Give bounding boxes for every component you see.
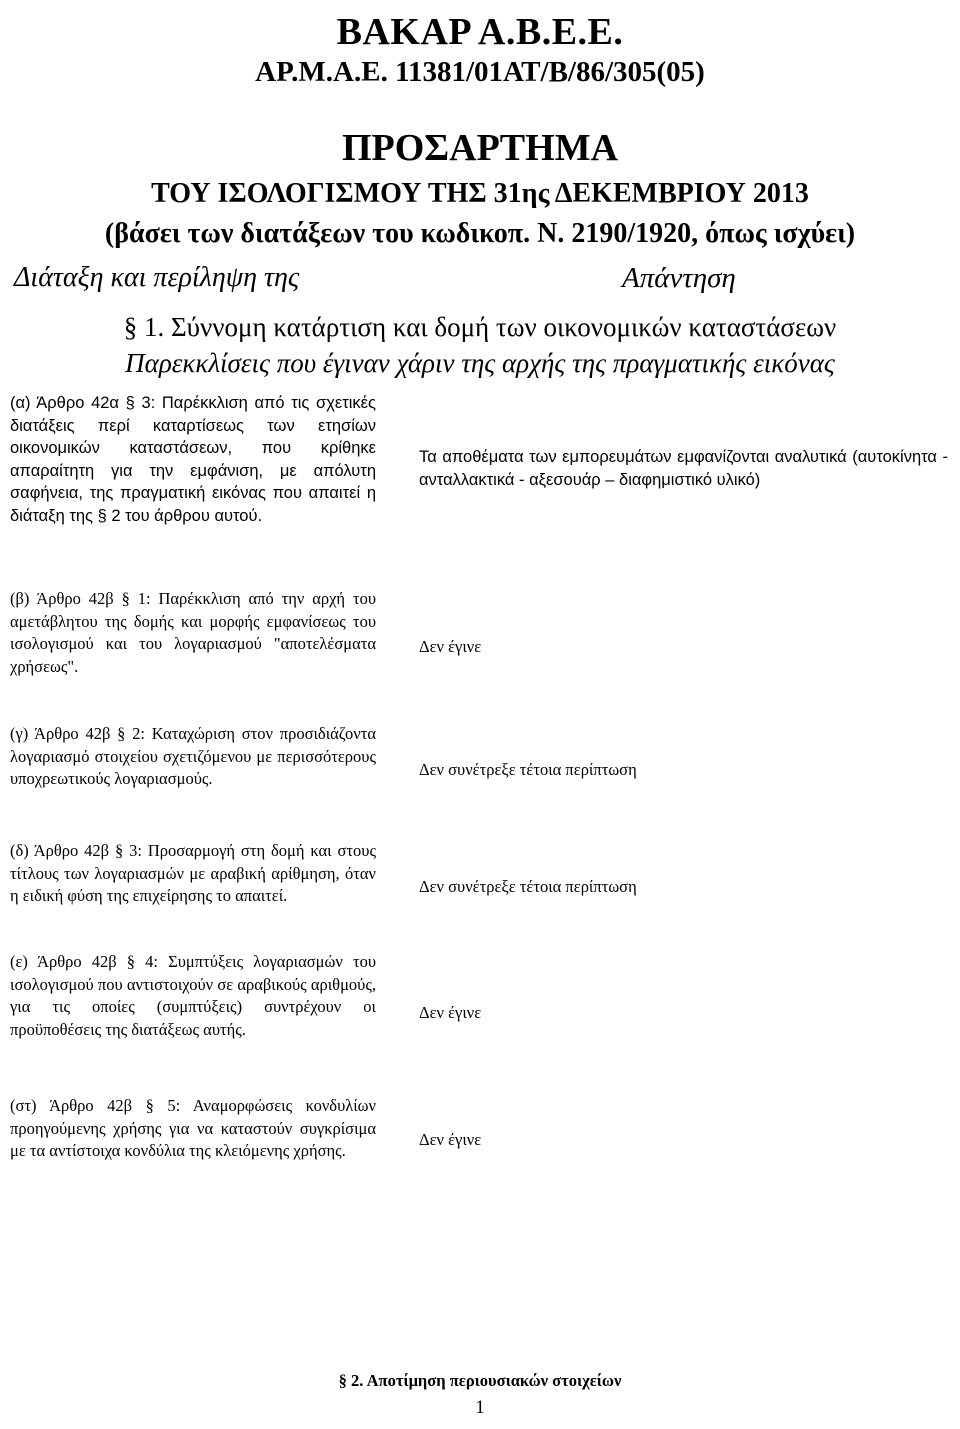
provision-c: (γ) Άρθρο 42β § 2: Καταχώριση στον προσιδιάζοντα λογαριασμό στοιχείου σχετιζόμενου με περισσότερους υποχρεωτικούς λογαριασμούς. (10, 724, 376, 788)
answer-a: Τα αποθέματα των εμπορευμάτων εμφανίζονται αναλυτικά (αυτοκίνητα - ανταλλακτικά - αξεσουάρ – διαφημιστικό υλικό) (419, 448, 948, 489)
provision-a: (α) Άρθρο 42α § 3: Παρέκκλιση από τις σχετικές διατάξεις περί καταρτίσεως των ετησίων οικονομικών καταστάσεων, που κρίθηκε απαραίτητη για την εμφάνιση, με απόλυτη σαφήνεια, της πραγματική εικόνας που απαιτεί η διάταξη της § 2 του άρθρου αυτού. (10, 394, 376, 525)
answer-c: Δεν συνέτρεξε τέτοια περίπτωση (419, 760, 637, 779)
provision-b: (β) Άρθρο 42β § 1: Παρέκκλιση από την αρχή του αμετάβλητου της δομής και μορφής εμφανίσεως του ισολογισμού και του λογαριασμού "αποτελέσματα χρήσεως". (10, 589, 376, 676)
provision-f: (στ) Άρθρο 42β § 5: Αναμορφώσεις κονδυλίων προηγούμενης χρήσης για να καταστούν συγκρίσιμα με τα αντίστοιχα κονδύλια της κλειόμενης χρήσης. (10, 1096, 376, 1160)
section-1-subheading: Παρεκκλίσεις που έγιναν χάριν της αρχής της πραγματικής εικόνας (125, 348, 835, 378)
column-heading-answer: Απάντηση (622, 262, 736, 294)
page-number: 1 (475, 1397, 485, 1418)
answer-f: Δεν έγινε (419, 1130, 482, 1149)
legal-basis: (βάσει των διατάξεων του κωδικοπ. Ν. 2190/1920, όπως ισχύει) (104, 218, 856, 249)
section-2-heading: § 2. Αποτίμηση περιουσιακών στοιχείων (338, 1371, 622, 1390)
company-name: ΒΑΚΑΡ Α.Β.Ε.Ε. (336, 11, 624, 53)
registration-number: ΑΡ.Μ.Α.Ε. 11381/01ΑΤ/Β/86/305(05) (255, 56, 705, 88)
answer-e: Δεν έγινε (419, 1003, 482, 1022)
answer-d: Δεν συνέτρεξε τέτοια περίπτωση (419, 877, 637, 896)
document-subtitle: ΤΟΥ ΙΣΟΛΟΓΙΣΜΟΥ ΤΗΣ 31ης ΔΕΚΕΜΒΡΙΟΥ 2013 (151, 178, 809, 209)
section-1-heading: § 1. Σύννομη κατάρτιση και δομή των οικονομικών καταστάσεων (123, 312, 837, 342)
document-title: ΠΡΟΣΑΡΤΗΜΑ (341, 127, 619, 169)
column-heading-provision: Διάταξη και περίληψη της (14, 262, 300, 293)
provision-e: (ε) Άρθρο 42β § 4: Συμπτύξεις λογαριασμών του ισολογισμού που αντιστοιχούν σε αραβικούς αριθμούς, για τις οποίες (συμπτύξεις) συντρέχουν οι προϋποθέσεις της διατάξεως αυτής. (10, 952, 376, 1039)
answer-b: Δεν έγινε (419, 637, 482, 656)
provision-d: (δ) Άρθρο 42β § 3: Προσαρμογή στη δομή και στους τίτλους των λογαριασμών με αραβική αρίθμηση, όταν η ειδική φύση της επιχείρησης το απαιτεί. (10, 841, 376, 905)
